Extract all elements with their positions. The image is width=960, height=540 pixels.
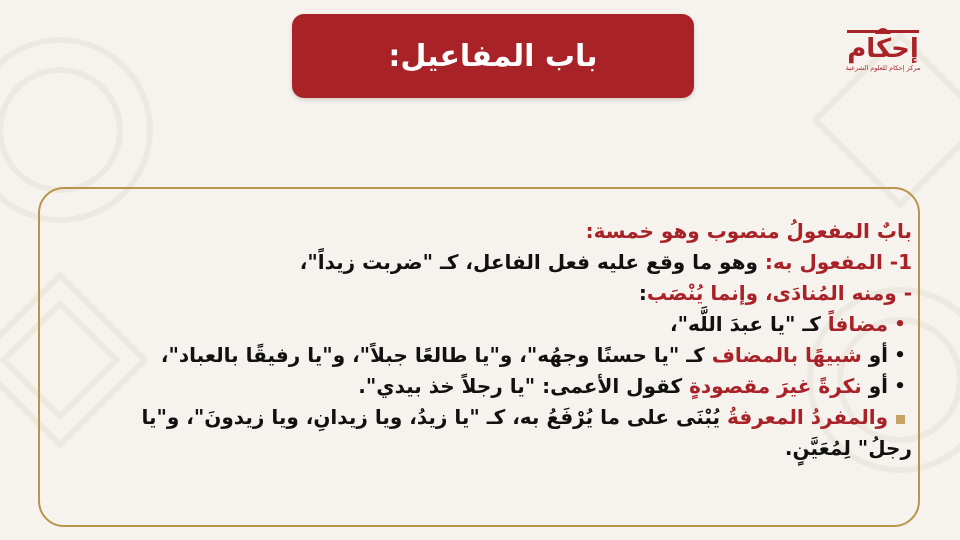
item-text: كـ "يا حسنًا وجهُه"، و"يا طالعًا جبلاً"، و"يا رفيقًا بالعباد"،	[160, 343, 712, 367]
item-text: رجلُ" لِمُعَيَّنٍ.	[784, 436, 912, 460]
bullet-square-icon	[888, 402, 912, 433]
page-title: باب المفاعيل:	[388, 38, 598, 74]
item-term: نكرةً غيرَ مقصودةٍ	[689, 374, 862, 398]
item-prefix: أو	[861, 374, 888, 398]
point-term: المفعول به:	[764, 250, 883, 274]
list-item	[92, 402, 912, 433]
item-term: شبيهًا بالمضاف	[711, 343, 862, 367]
bullet-dot-icon: •	[894, 314, 906, 335]
item-text: كقول الأعمى: "يا رجلاً خذ بيدي".	[358, 374, 690, 398]
logo-subtitle: مركز إحكام للعلوم الشرعية	[845, 64, 921, 72]
section-heading: بابٌ المفعولُ منصوب وهو خمسة:	[585, 219, 912, 243]
title-banner	[292, 14, 694, 98]
logo-wordmark: إحكام	[847, 30, 919, 64]
item-term: والمفردُ المعرفةُ	[727, 405, 888, 429]
dome-icon	[873, 24, 893, 34]
subsection-colon: :	[638, 281, 647, 305]
bullet-dot-icon: •	[894, 376, 906, 397]
point-number: 1-	[889, 250, 912, 274]
logo	[845, 30, 921, 92]
point-text: وهو ما وقع عليه فعل الفاعل، كـ "ضربت زيداً"،	[299, 250, 765, 274]
item-prefix: أو	[861, 343, 888, 367]
heading-line	[92, 216, 912, 247]
lesson-text	[92, 216, 912, 464]
item-term: مضافاً	[827, 312, 888, 336]
list-item	[92, 309, 912, 340]
item-text: كـ "يا عبدَ اللَّه"،	[669, 312, 828, 336]
bullet-dot-icon: •	[894, 345, 906, 366]
subsection-line	[92, 278, 912, 309]
item-text: يُبْنَى على ما يُرْفَعُ به، كـ "يا زيدُ، ويا زيدانِ، ويا زيدونَ"، و"يا	[141, 405, 727, 429]
list-item	[92, 371, 912, 402]
list-item-continuation	[92, 433, 912, 464]
point-1	[92, 247, 912, 278]
list-item	[92, 340, 912, 371]
subsection-heading: - ومنه المُنادَى، وإنما يُنْصَب	[646, 281, 912, 305]
